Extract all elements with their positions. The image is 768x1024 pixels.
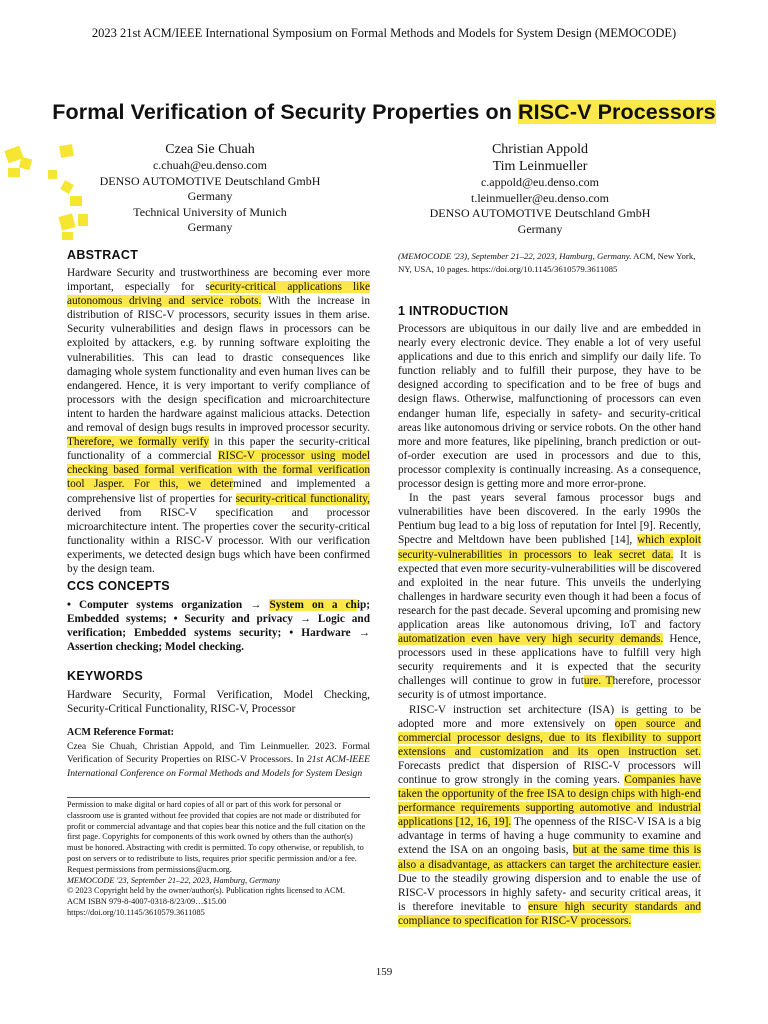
permission-notice (67, 800, 370, 919)
author-name: Christian Appold (491, 142, 589, 157)
venue-line: MEMOCODE '23, September 21–22, 2023, Hamburg, Germany (67, 875, 281, 885)
title-highlight: RISC-V Processors (518, 100, 716, 124)
doi-link[interactable]: https://doi.org/10.1145/3610579.3611085 (67, 907, 205, 917)
permission-text: Permission to make digital or hard copies of all or part of this work for personal or classroom use is granted without fee provided that copies are not made or distributed for profit or commercial advantage and that copies bear this notice and the full citation on the first page. Copyrights for components of this work owned by others than the author(s) must be honored. Abstracting with credit is permitted. To copy otherwise, or republish, to post on servers or to redistribute to lists, requires prior specific permission and/or a fee. Request permissions from permissions@acm.org. (67, 800, 366, 874)
author-block-right (410, 141, 670, 237)
author-email: c.appold@eu.denso.com (480, 175, 600, 189)
intro-paragraph-3: RISC-V instruction set architecture (ISA) is getting to be adopted more and more extensively on open source and commercial processor designs, due to its flexibility to support extensions and customization and its open instruction set. Forecasts predict that dispersion of RISC-V processors will continue to grow strongly in the coming years. Companies have taken the opportunity of the free ISA to design chips with high-end performance requirements supporting automotive and industrial applications [12, 16, 19]. The openness of the RISC-V ISA is a big advantage in terms of having a huge community to examine and extend the ISA on an ongoing basis, but at the same time this is also a disadvantage, as attackers can target the architecture easier. Due to the steadily growing dispersion and to enable the use of RISC-V processors in highly safety- and security critical areas, it is therefore inevitable to ensure high security standards and compliance to specification for RISC-V processors. (398, 703, 702, 927)
highlight-mark (19, 157, 32, 170)
author-country: Germany (187, 189, 233, 203)
ccs-heading: CCS CONCEPTS (67, 579, 170, 593)
abstract-heading: ABSTRACT (67, 248, 139, 262)
introduction-heading: 1 INTRODUCTION (398, 304, 509, 318)
citation-line: (MEMOCODE '23), September 21–22, 2023, Hamburg, Germany. ACM, New York, NY, USA, 10 pages. https://doi.org/10.1145/3610579.3611085 (398, 251, 696, 274)
acm-reference-text: Czea Sie Chuah, Christian Appold, and Tim Leinmueller. 2023. Formal Verification of Security Properties on RISC-V Processors. In 21st ACM-IEEE International Conference on Formal Methods and Models for System Design (67, 741, 370, 779)
highlight-mark (8, 168, 20, 177)
author-block-left (80, 141, 340, 236)
author-email: t.leinmueller@eu.denso.com (470, 190, 609, 205)
author-affiliation: DENSO AUTOMOTIVE Deutschland GmbH (99, 173, 321, 188)
highlight-mark (59, 144, 74, 158)
author-name: Tim Leinmueller (492, 159, 588, 174)
paper-title: Formal Verification of Security Properties on RISC-V Processors (52, 100, 716, 124)
acm-reference-heading: ACM Reference Format: (67, 727, 174, 738)
highlight-mark (60, 180, 74, 194)
highlight-mark (62, 232, 73, 240)
author-name: Czea Sie Chuah (165, 142, 255, 157)
intro-paragraph-1: Processors are ubiquitous in our daily live and are embedded in nearly every electronic device. They enable a lot of very useful applications and due to this enrich and simplify our daily life. To function reliably and to fulfill their purpose, they have to be designed according to specification and to be free of bugs and design flaws. Otherwise, malfunctioning of processors can even endanger human life, especially in safety- and security-critical areas like autonomous driving or service robots. On the other hand more and more features, like pipelining, branch prediction or out-of-order execution are used in processors and due to this, processor complexity is continually increasing. As a consequence, processor design is getting more and more error-prone. (398, 323, 701, 491)
isbn-line: ACM ISBN 979-8-4007-0318-8/23/09…$15.00 (67, 897, 227, 907)
ccs-text: • Computer systems organization → System on a chip; Embedded systems; • Security and privacy → Logic and verification; Embedded systems security; • Hardware → Assertion checking; Model checking. (67, 599, 370, 654)
author-country-2: Germany (187, 220, 233, 234)
introduction-text (398, 322, 701, 928)
intro-paragraph-2: In the past years several famous processor bugs and vulnerabilities have been discovered. In the early 1990s the Pentium bug lead to a big loss of reputation for Intel [9]. Recently, Spectre and Meltdown have been published [14], which exploit security-vulnerabilities in processors to leak secret data. It is expected that even more security-vulnerabilities will be discovered and exploited in the near future. This unveils the underlying challenges in hardware security even though it had been a focus of research for the past decade. Several upcoming and promising new application areas like autonomous driving, IoT and factory automatization even have very high security demands. Hence, processors used in these applications have to fulfill very high security requirements and it is expected that the security challenges will continue to grow in future. Therefore, processor security is of utmost importance. (398, 492, 702, 702)
author-affiliation: DENSO AUTOMOTIVE Deutschland GmbH (429, 206, 651, 220)
keywords-text: Hardware Security, Formal Verification, Model Checking, Security-Critical Functionality, RISC-V, Processor (67, 689, 370, 716)
keywords-heading: KEYWORDS (67, 669, 144, 683)
conference-header: 2023 21st ACM/IEEE International Symposium on Formal Methods and Models for System Design (MEMOCODE) (91, 26, 677, 40)
abstract-text: Hardware Security and trustworthiness are becoming ever more important, especially for security-critical applications like autonomous driving and service robots. With the increase in distribution of RISC-V processors, security issues in them arise. Security vulnerabilities and design flaws in processors can be exploited by attackers, e.g. by running software exploiting the vulnerabilities. This can lead to drastic consequences like damaging whole system functionality and even human lives can be endangered. Hence, it is very important to verify compliance of processors with the design specification and microarchitecture intent to harden the hardware against malicious attacks. Detection and removal of design bugs results in improved processor security. Therefore, we formally verify in this paper the security-critical functionality of a commercial RISC-V processor using model checking based formal verification with the formal verification tool Jasper. For this, we determined and implemented a comprehensive list of properties for security-critical functionality, derived from RISC-V specification and processor microarchitecture intent. The properties cover the security-critical functionality within a RISC-V processor. With our verification experiments, we detected design bugs which have been confirmed by the design team. (67, 267, 371, 575)
footnote-rule (67, 797, 370, 798)
copyright-line: © 2023 Copyright held by the owner/author(s). Publication rights licensed to ACM. (67, 886, 345, 896)
author-email: c.chuah@eu.denso.com (152, 158, 267, 172)
author-country: Germany (517, 221, 563, 236)
highlight-mark (48, 170, 57, 179)
highlight-mark (58, 213, 75, 230)
page-number: 159 (375, 966, 393, 978)
author-affiliation-2: Technical University of Munich (133, 204, 287, 219)
